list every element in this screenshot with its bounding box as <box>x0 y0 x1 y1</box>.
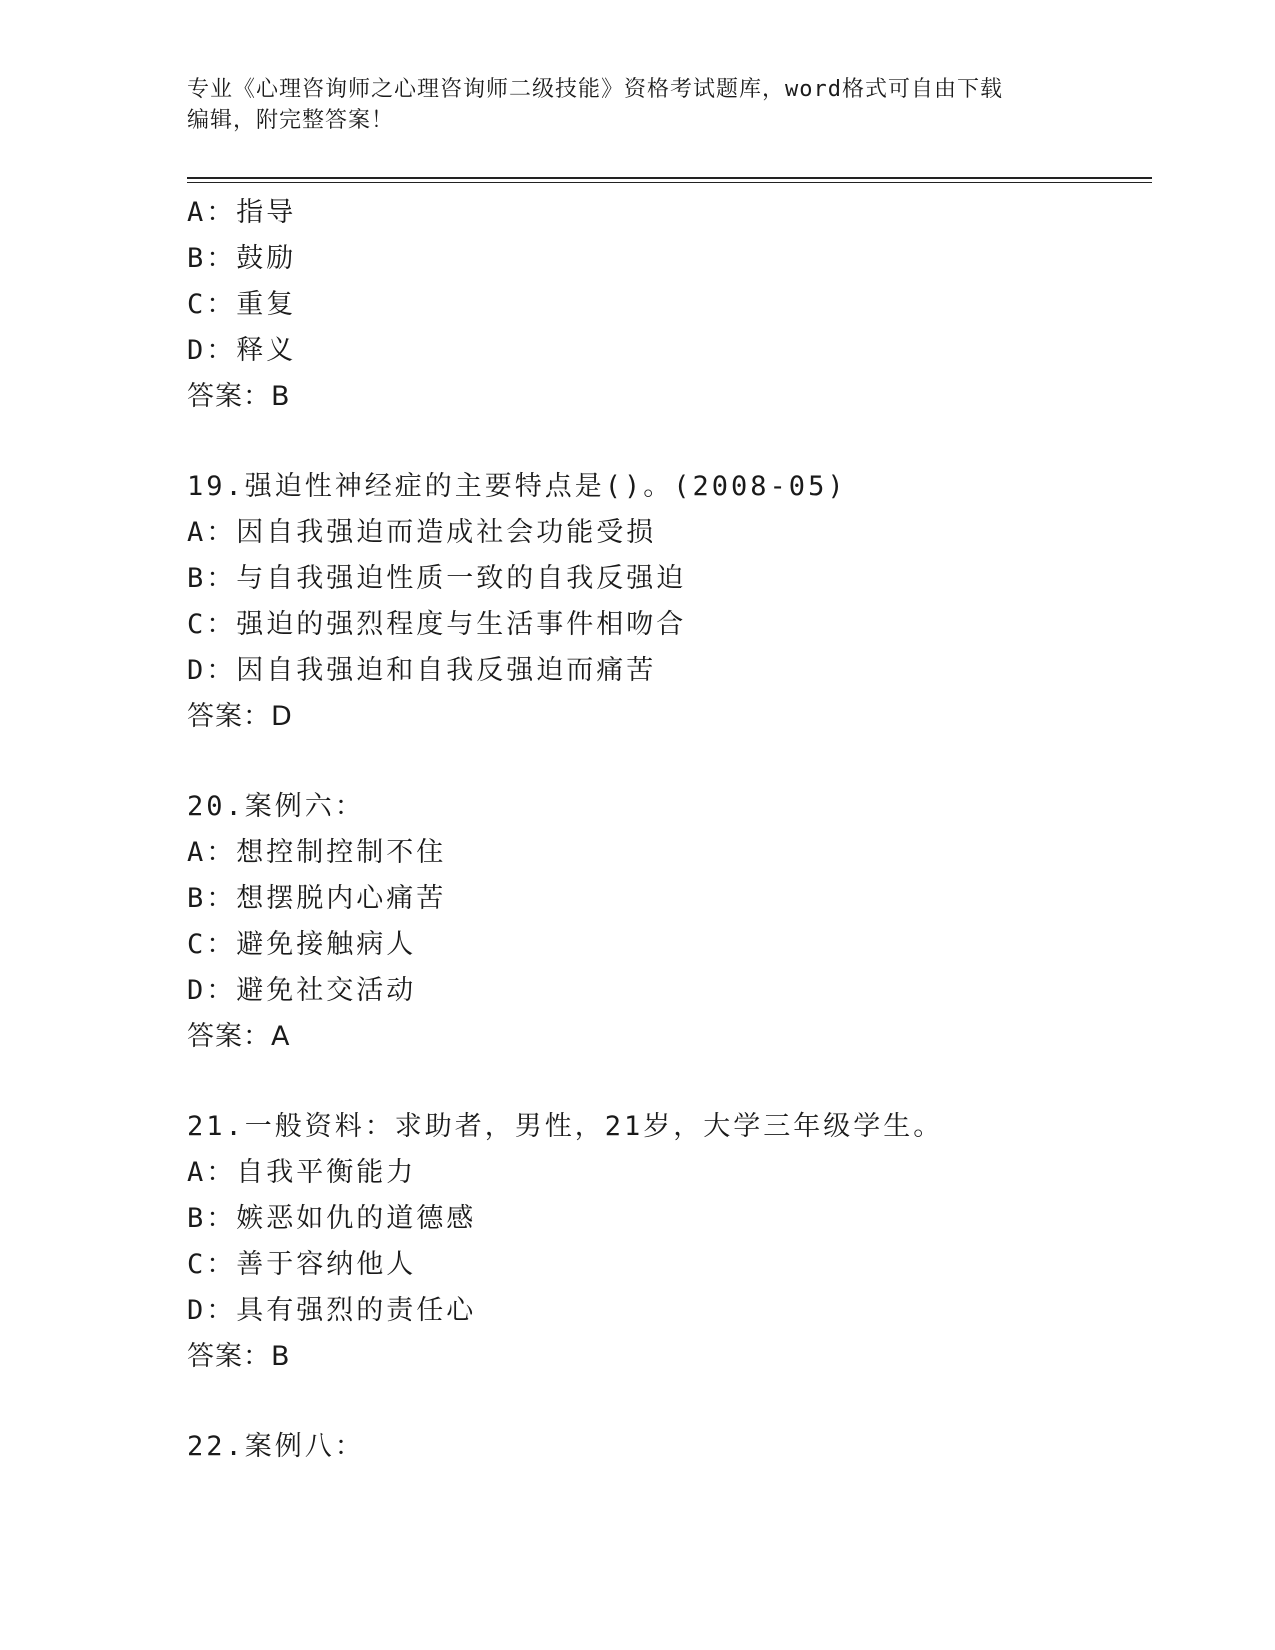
question-block-18 <box>187 190 1127 420</box>
option-c: C：善于容纳他人 <box>187 1249 417 1280</box>
question-block-21 <box>187 1104 1127 1380</box>
question-list <box>187 190 1127 1470</box>
answer-line: 答案：B <box>187 381 291 412</box>
block-spacer <box>187 1060 1127 1104</box>
question-block-20 <box>187 784 1127 1060</box>
block-spacer <box>187 1380 1127 1424</box>
option-a: A：自我平衡能力 <box>187 1157 417 1188</box>
option-c: C：重复 <box>187 289 297 320</box>
option-a: A：想控制控制不住 <box>187 837 447 868</box>
option-d: D：因自我强迫和自我反强迫而痛苦 <box>187 655 657 686</box>
block-spacer <box>187 740 1127 784</box>
question-text: 22.案例八： <box>187 1431 365 1462</box>
answer-line: 答案：B <box>187 1341 291 1372</box>
header-line-1: 专业《心理咨询师之心理咨询师二级技能》资格考试题库，word格式可自由下载 <box>187 77 1003 102</box>
option-d: D：具有强烈的责任心 <box>187 1295 477 1326</box>
block-spacer <box>187 420 1127 464</box>
answer-line: 答案：A <box>187 1021 291 1052</box>
option-b: B：嫉恶如仇的道德感 <box>187 1203 477 1234</box>
option-b: B：鼓励 <box>187 243 297 274</box>
header-line-2: 编辑，附完整答案！ <box>187 108 395 133</box>
question-text: 19.强迫性神经症的主要特点是()。(2008-05) <box>187 471 847 502</box>
option-b: B：想摆脱内心痛苦 <box>187 883 447 914</box>
question-block-19 <box>187 464 1127 740</box>
answer-line: 答案：D <box>187 701 293 732</box>
header-divider-thin <box>187 182 1152 183</box>
option-a: A：因自我强迫而造成社会功能受损 <box>187 517 657 548</box>
option-d: D：避免社交活动 <box>187 975 417 1006</box>
header-divider-thick <box>187 177 1152 179</box>
option-d: D：释义 <box>187 335 297 366</box>
option-c: C：强迫的强烈程度与生活事件相吻合 <box>187 609 687 640</box>
option-a: A：指导 <box>187 197 297 228</box>
question-text: 20.案例六： <box>187 791 365 822</box>
option-b: B：与自我强迫性质一致的自我反强迫 <box>187 563 687 594</box>
document-header <box>187 74 1087 136</box>
question-text: 21.一般资料：求助者，男性，21岁，大学三年级学生。 <box>187 1111 944 1142</box>
option-c: C：避免接触病人 <box>187 929 417 960</box>
question-block-22 <box>187 1424 1127 1470</box>
